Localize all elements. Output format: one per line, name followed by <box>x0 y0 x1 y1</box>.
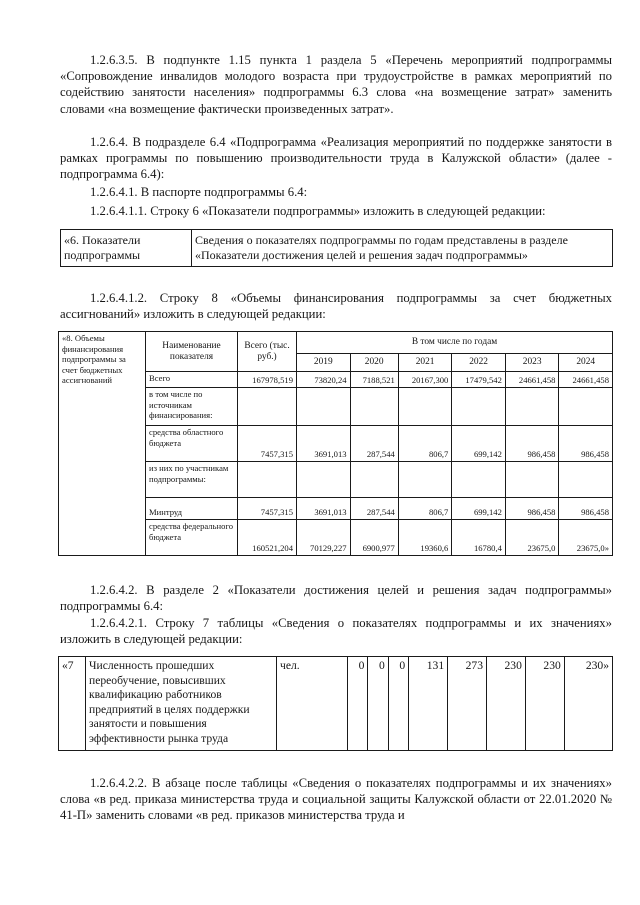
table2-header-name: Наименование показателя <box>146 332 238 372</box>
paragraph-1-2-6-4-2: 1.2.6.4.2. В разделе 2 «Показатели достижения целей и решения задач подпрограммы» подпрограммы 6.4: <box>60 583 612 614</box>
table2-cell <box>350 388 398 426</box>
table2-cell: 160521,204 <box>238 520 297 556</box>
table3-num-cell: «7 <box>59 657 86 751</box>
table2-cell: 986,458 <box>559 498 613 520</box>
table2-cell: 19360,6 <box>398 520 452 556</box>
table2-cell: 23675,0» <box>559 520 613 556</box>
paragraph-1-2-6-4-1: 1.2.6.4.1. В паспорте подпрограммы 6.4: <box>90 185 308 199</box>
table2-row-name: в том числе по источникам финансирования: <box>146 388 238 426</box>
table2-row-name: Минтруд <box>146 498 238 520</box>
table2-cell: 7457,315 <box>238 498 297 520</box>
paragraph-1-2-6-4-2-1: 1.2.6.4.2.1. Строку 7 таблицы «Сведения о показателях подпрограммы и их значениях» изложить в следующей редакции: <box>60 616 612 647</box>
table3-value: 230 <box>487 657 526 751</box>
table2-row-name: Всего <box>146 372 238 388</box>
paragraph-1-2-6-4-2-2: 1.2.6.4.2.2. В абзаце после таблицы «Сведения о показателях подпрограммы и их значениях» слова «в ред. приказа министерства труда и социальной защиты Калужской области от 22.01.2020 № 41-П» заменить словами «в ред. приказов министерства труда и <box>60 776 612 823</box>
table3-value: 0 <box>348 657 368 751</box>
table2-cell <box>398 462 452 498</box>
table2-cell: 986,458 <box>505 498 559 520</box>
table2-header-total: Всего (тыс. руб.) <box>238 332 297 372</box>
table-financing-row8 <box>58 331 613 556</box>
paragraph-1-2-6-4: 1.2.6.4. В подразделе 6.4 «Подпрограмма «Реализация мероприятий по поддержке занятости в рамках программы по повышению производительности труда в Калужской области» (далее - подпрограмма 6.4): <box>60 135 612 182</box>
table2-year: 2019 <box>297 354 351 372</box>
table2-cell: 167978,519 <box>238 372 297 388</box>
table2-cell: 6900,977 <box>350 520 398 556</box>
table2-cell: 24661,458 <box>559 372 613 388</box>
table2-cell: 70129,227 <box>297 520 351 556</box>
table2-cell: 986,458 <box>505 426 559 462</box>
table2-year: 2024 <box>559 354 613 372</box>
table2-cell <box>452 462 506 498</box>
table2-cell <box>398 388 452 426</box>
table2-cell: 7188,521 <box>350 372 398 388</box>
table2-cell: 287,544 <box>350 426 398 462</box>
table3-value: 0 <box>368 657 388 751</box>
table3-value: 273 <box>448 657 487 751</box>
table2-cell <box>559 388 613 426</box>
table1-content-cell: Сведения о показателях подпрограммы по годам представлены в разделе «Показатели достижения целей и решения задач подпрограммы» <box>192 230 613 267</box>
table2-cell <box>297 462 351 498</box>
table2-cell <box>238 388 297 426</box>
table2-cell: 23675,0 <box>505 520 559 556</box>
table2-year: 2020 <box>350 354 398 372</box>
table2-cell <box>297 388 351 426</box>
table2-cell <box>505 388 559 426</box>
table2-cell: 24661,458 <box>505 372 559 388</box>
paragraph-1-2-6-4-1-1: 1.2.6.4.1.1. Строку 6 «Показатели подпрограммы» изложить в следующей редакции: <box>90 204 546 218</box>
table2-cell: 17479,542 <box>452 372 506 388</box>
table2-year: 2021 <box>398 354 452 372</box>
table2-row-name: средства федерального бюджета <box>146 520 238 556</box>
table2-row-name: средства областного бюджета <box>146 426 238 462</box>
table3-unit-cell: чел. <box>277 657 348 751</box>
table3-value: 131 <box>409 657 448 751</box>
table2-cell <box>452 388 506 426</box>
table2-cell: 806,7 <box>398 498 452 520</box>
table2-row-name: из них по участникам подпрограммы: <box>146 462 238 498</box>
table2-cell: 699,142 <box>452 498 506 520</box>
paragraph-1-2-6-4-1-2: 1.2.6.4.1.2. Строку 8 «Объемы финансирования подпрограммы за счет бюджетных ассигнований» изложить в следующей редакции: <box>60 291 612 322</box>
table2-cell <box>238 462 297 498</box>
table2-cell <box>505 462 559 498</box>
table2-cell: 986,458 <box>559 426 613 462</box>
paragraph-1-2-6-3-5: 1.2.6.3.5. В подпункте 1.15 пункта 1 раздела 5 «Перечень мероприятий подпрограммы «Сопровождение инвалидов молодого возраста при трудоустройстве в рамках мероприятий по содействию занятости населения» подпрограммы 6.3 слова «на возмещение затрат» заменить словами «на возмещение фактически произведенных затрат». <box>60 53 612 116</box>
table3-value: 230 <box>525 657 564 751</box>
table3-value: 0 <box>388 657 408 751</box>
table3-name-cell: Численность прошедших переобучение, повысивших квалификацию работников предприятий в целях поддержки занятости и повышения эффективности рынка труда <box>86 657 277 751</box>
table1-label-cell: «6. Показатели подпрограммы <box>61 230 192 267</box>
table2-cell <box>350 462 398 498</box>
table2-cell <box>559 462 613 498</box>
table2-cell: 806,7 <box>398 426 452 462</box>
table2-cell: 73820,24 <box>297 372 351 388</box>
table2-cell: 7457,315 <box>238 426 297 462</box>
table2-year: 2022 <box>452 354 506 372</box>
table2-cell: 3691,013 <box>297 498 351 520</box>
table2-cell: 20167,300 <box>398 372 452 388</box>
table2-cell: 16780,4 <box>452 520 506 556</box>
table2-cell: 3691,013 <box>297 426 351 462</box>
table3-value: 230» <box>564 657 612 751</box>
table2-cell: 699,142 <box>452 426 506 462</box>
table2-year: 2023 <box>505 354 559 372</box>
table2-row-label: «8. Объемы финансирования подпрограммы за счет бюджетных ассигнований <box>59 332 146 556</box>
table2-header-years: В том числе по годам <box>297 332 613 354</box>
table-indicators-row6 <box>60 229 613 267</box>
table-indicator-row7 <box>58 656 613 751</box>
table2-cell: 287,544 <box>350 498 398 520</box>
